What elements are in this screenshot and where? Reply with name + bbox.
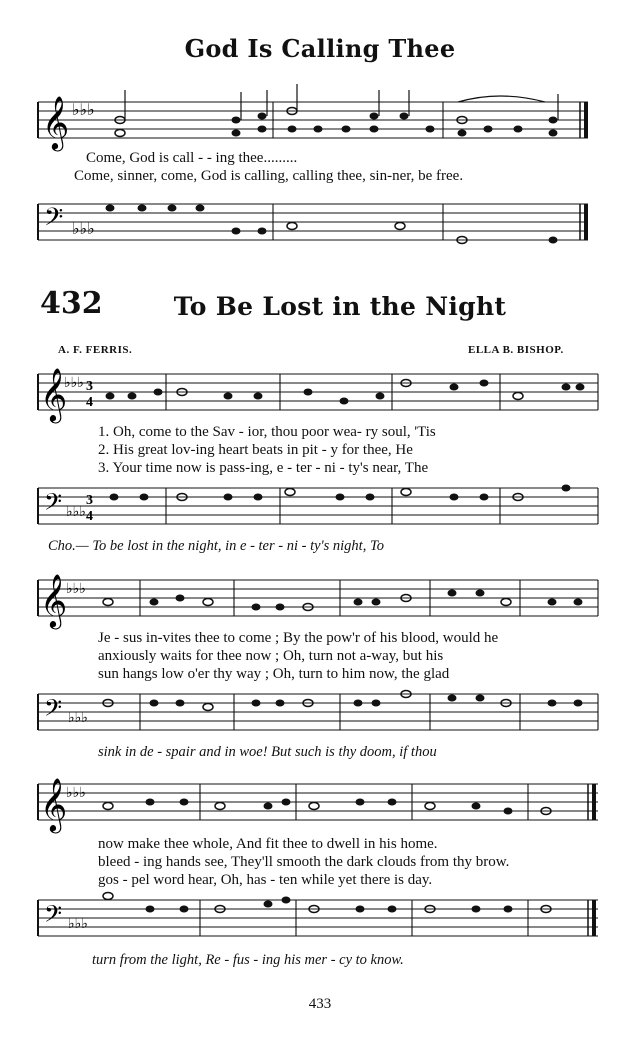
verse-3-line-1: 3. Your time now is pass-ing, e - ter - ni - ty's near, The xyxy=(98,460,429,476)
svg-text:𝄞: 𝄞 xyxy=(40,777,68,831)
treble-staff-system-3 xyxy=(0,770,640,840)
svg-text:𝄢: 𝄢 xyxy=(44,488,63,521)
lyric-line-top-1: Come, God is call - - ing thee......... xyxy=(86,150,298,166)
chorus-line-3: turn from the light, Re - fus - ing his mer - cy to know. xyxy=(92,952,404,968)
verse-2-line-2: anxiously waits for thee now ; Oh, turn not a-way, but his xyxy=(98,648,444,664)
svg-text:♭♭♭: ♭♭♭ xyxy=(66,786,86,801)
treble-staff-system-2 xyxy=(0,566,640,636)
svg-text:𝄢: 𝄢 xyxy=(44,203,64,238)
verse-2-line-1: 2. His great lov-ing heart beats in pit - y for thee, He xyxy=(98,442,413,458)
bass-staff-system-3 xyxy=(0,888,640,948)
page-number: 433 xyxy=(308,996,332,1012)
hymn-title-top: God Is Calling Thee xyxy=(184,34,456,63)
hymn-number: 432 xyxy=(40,286,103,321)
verse-3-line-3: gos - pel word hear, Oh, has - ten while yet there is day. xyxy=(98,872,433,888)
chorus-line-1: Cho.— To be lost in the night, in e - ter - ni - ty's night, To xyxy=(48,538,384,554)
svg-text:3: 3 xyxy=(86,493,93,508)
svg-text:♭♭♭: ♭♭♭ xyxy=(68,711,88,726)
svg-text:𝄞: 𝄞 xyxy=(40,573,68,627)
bass-staff-system-2 xyxy=(0,682,640,742)
verse-1-line-2: Je - sus in-vites thee to come ; By the pow'r of his blood, would he xyxy=(98,630,499,646)
svg-text:4: 4 xyxy=(86,509,93,524)
author-credit: ELLA B. BISHOP. xyxy=(468,344,564,356)
svg-text:♭♭♭: ♭♭♭ xyxy=(68,917,88,932)
lyric-line-top-2: Come, sinner, come, God is calling, calling thee, sin-ner, be free. xyxy=(74,168,464,184)
svg-text:𝄞: 𝄞 xyxy=(40,367,68,421)
svg-text:♭♭♭: ♭♭♭ xyxy=(64,376,84,391)
bass-staff-system-1 xyxy=(0,476,640,536)
svg-text:3: 3 xyxy=(86,379,93,394)
verse-2-line-3: bleed - ing hands see, They'll smooth the dark clouds from thy brow. xyxy=(98,854,510,870)
chorus-line-2: sink in de - spair and in woe! But such is thy doom, if thou xyxy=(98,744,437,760)
svg-text:𝄞: 𝄞 xyxy=(42,95,70,149)
svg-text:♭♭♭: ♭♭♭ xyxy=(72,221,95,238)
treble-staff-system-1 xyxy=(0,360,640,430)
svg-text:♭♭♭: ♭♭♭ xyxy=(66,582,86,597)
verse-1-line-3: now make thee whole, And fit thee to dwell in his home. xyxy=(98,836,438,852)
hymn-title: To Be Lost in the Night xyxy=(173,292,507,321)
verse-3-line-2: sun hangs low o'er thy way ; Oh, turn to him now, the glad xyxy=(98,666,450,682)
svg-text:♭♭♭: ♭♭♭ xyxy=(72,102,95,119)
svg-text:𝄢: 𝄢 xyxy=(44,900,63,933)
svg-text:4: 4 xyxy=(86,395,93,410)
bass-staff-top xyxy=(0,190,640,270)
verse-1-line-1: 1. Oh, come to the Sav - ior, thou poor wea- ry soul, 'Tis xyxy=(98,424,436,440)
composer-credit: A. F. FERRIS. xyxy=(58,344,133,356)
svg-text:♭♭♭: ♭♭♭ xyxy=(66,505,86,520)
svg-text:𝄢: 𝄢 xyxy=(44,694,63,727)
